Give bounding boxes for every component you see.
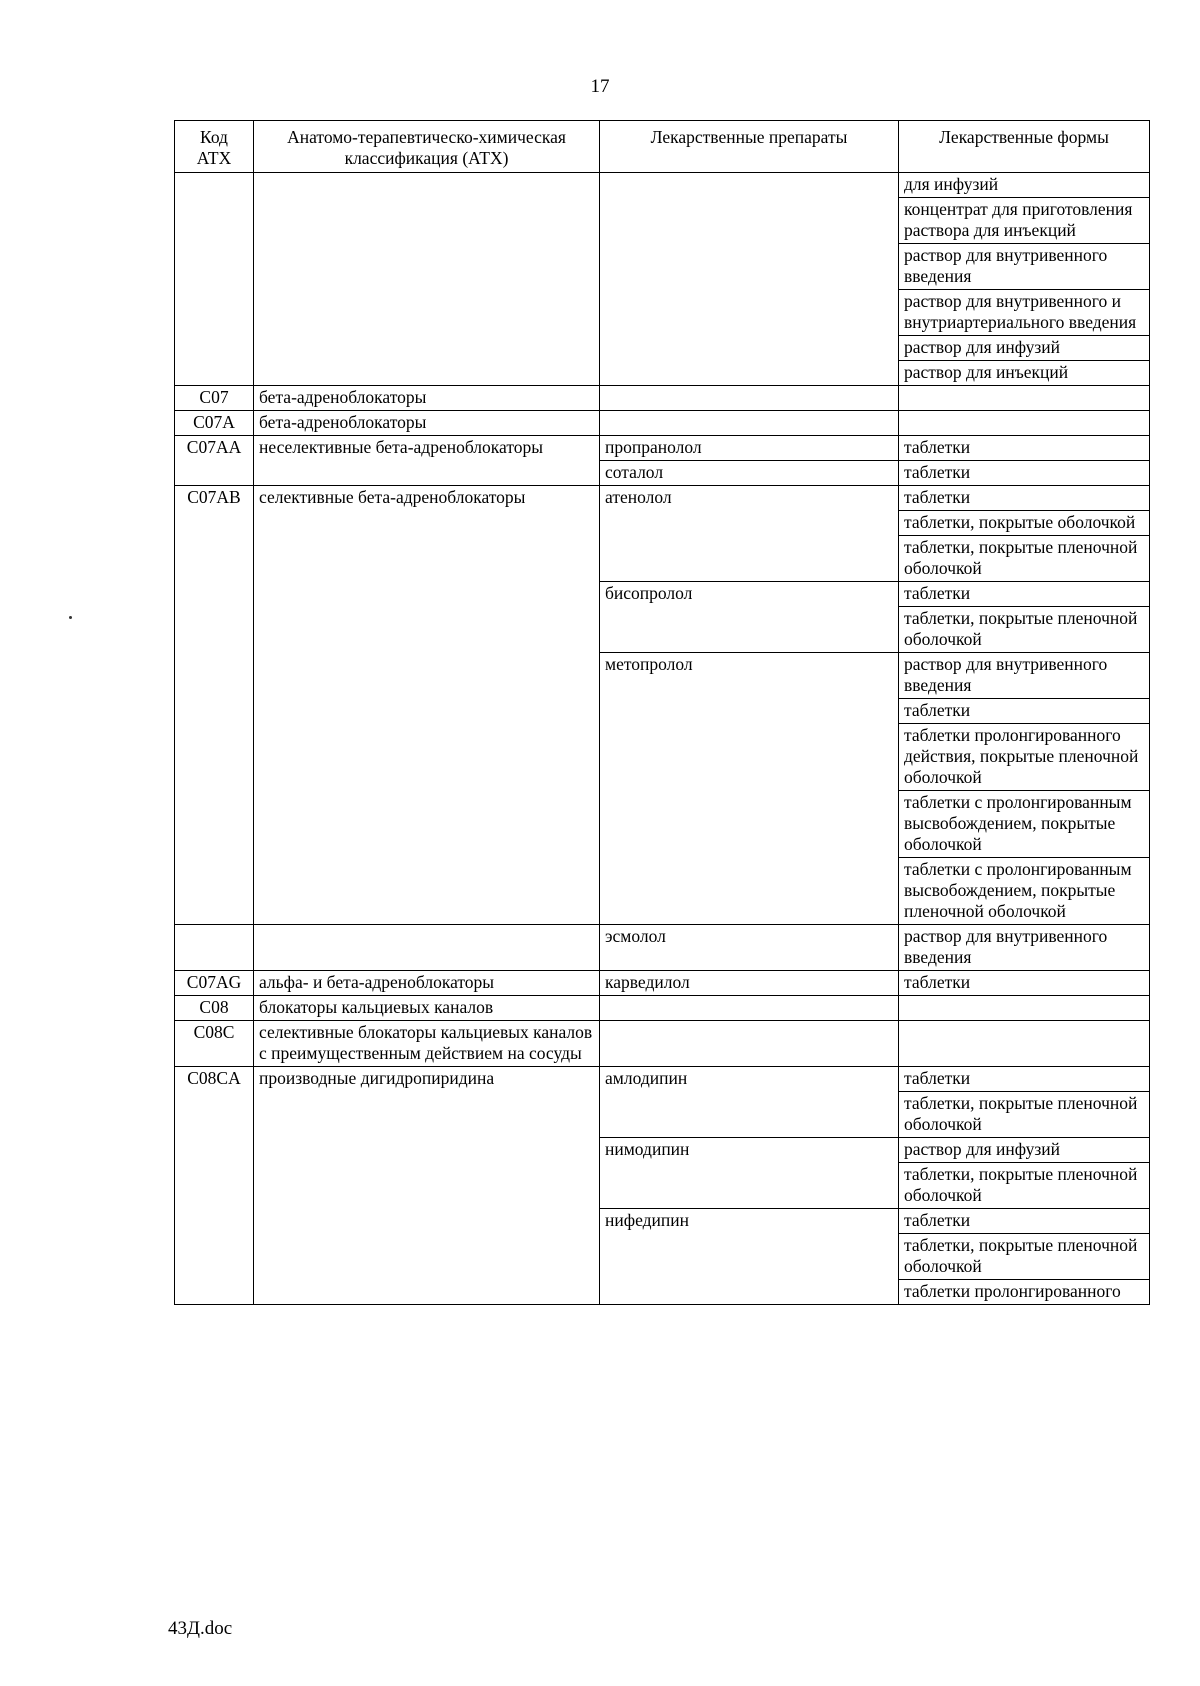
drug-cell: карведилол: [600, 971, 899, 996]
form-cell: таблетки, покрытые пленочной оболочкой: [899, 1092, 1150, 1138]
atc-cell: селективные блокаторы кальциевых каналов с преимущественным действием на сосуды: [254, 1021, 600, 1067]
form-cell: раствор для инфузий: [899, 336, 1150, 361]
form-cell: таблетки: [899, 971, 1150, 996]
form-cell: таблетки: [899, 1209, 1150, 1234]
header-atc-classification: Анатомо-терапевтическо-химическая классификация (АТХ): [254, 121, 600, 173]
atc-cell: альфа- и бета-адреноблокаторы: [254, 971, 600, 996]
form-cell: таблетки, покрытые пленочной оболочкой: [899, 607, 1150, 653]
drug-cell: атенолол: [600, 486, 899, 582]
drug-cell: [600, 386, 899, 411]
code-cell: C07AA: [175, 436, 254, 486]
code-cell: C07: [175, 386, 254, 411]
form-cell: раствор для внутривенного введения: [899, 653, 1150, 699]
footer-filename: 43Д.doc: [168, 1618, 233, 1639]
form-cell: раствор для инъекций: [899, 361, 1150, 386]
table-row: [175, 173, 1150, 198]
atc-drug-table: [174, 120, 1150, 1305]
code-cell: C07AB: [175, 486, 254, 925]
form-cell: таблетки, покрытые пленочной оболочкой: [899, 536, 1150, 582]
drug-cell: [600, 996, 899, 1021]
form-cell: раствор для внутривенного и внутриартериального введения: [899, 290, 1150, 336]
table-row: [175, 486, 1150, 511]
code-cell: C07AG: [175, 971, 254, 996]
form-cell: таблетки: [899, 486, 1150, 511]
table-row: [175, 971, 1150, 996]
code-cell: C08CA: [175, 1067, 254, 1305]
form-cell: таблетки: [899, 461, 1150, 486]
table-row: [175, 925, 1150, 971]
table-row: [175, 1067, 1150, 1092]
code-cell: C07A: [175, 411, 254, 436]
form-cell: [899, 996, 1150, 1021]
code-cell: C08C: [175, 1021, 254, 1067]
form-cell: таблетки, покрытые пленочной оболочкой: [899, 1234, 1150, 1280]
drug-cell: нифедипин: [600, 1209, 899, 1305]
form-cell: для инфузий: [899, 173, 1150, 198]
form-cell: раствор для внутривенного введения: [899, 925, 1150, 971]
drug-cell: [600, 173, 899, 386]
atc-cell: бета-адреноблокаторы: [254, 411, 600, 436]
drug-cell: бисопролол: [600, 582, 899, 653]
form-cell: таблетки, покрытые пленочной оболочкой: [899, 1163, 1150, 1209]
drug-cell: [600, 411, 899, 436]
table-header-row: [175, 121, 1150, 173]
form-cell: таблетки: [899, 582, 1150, 607]
code-cell: [175, 173, 254, 386]
table-row: [175, 411, 1150, 436]
page-number: 17: [590, 76, 610, 97]
header-forms: Лекарственные формы: [899, 121, 1150, 173]
form-cell: таблетки пролонгированного: [899, 1280, 1150, 1305]
header-drugs: Лекарственные препараты: [600, 121, 899, 173]
atc-cell: [254, 925, 600, 971]
table-row: [175, 436, 1150, 461]
table-row: [175, 996, 1150, 1021]
drug-cell: метопролол: [600, 653, 899, 925]
atc-cell: производные дигидропиридина: [254, 1067, 600, 1305]
form-cell: таблетки с пролонгированным высвобождением, покрытые пленочной оболочкой: [899, 858, 1150, 925]
form-cell: раствор для инфузий: [899, 1138, 1150, 1163]
code-cell: C08: [175, 996, 254, 1021]
form-cell: таблетки: [899, 699, 1150, 724]
form-cell: концентрат для приготовления раствора для инъекций: [899, 198, 1150, 244]
code-cell: [175, 925, 254, 971]
form-cell: таблетки, покрытые оболочкой: [899, 511, 1150, 536]
form-cell: [899, 411, 1150, 436]
form-cell: [899, 1021, 1150, 1067]
header-code: Код АТХ: [175, 121, 254, 173]
stray-mark: [69, 616, 72, 619]
drug-cell: эсмолол: [600, 925, 899, 971]
drug-cell: амлодипин: [600, 1067, 899, 1138]
form-cell: таблетки с пролонгированным высвобождением, покрытые оболочкой: [899, 791, 1150, 858]
atc-cell: неселективные бета-адреноблокаторы: [254, 436, 600, 486]
table-row: [175, 386, 1150, 411]
drug-cell: соталол: [600, 461, 899, 486]
drug-cell: пропранолол: [600, 436, 899, 461]
form-cell: таблетки: [899, 436, 1150, 461]
form-cell: раствор для внутривенного введения: [899, 244, 1150, 290]
atc-cell: [254, 173, 600, 386]
drug-cell: нимодипин: [600, 1138, 899, 1209]
atc-cell: бета-адреноблокаторы: [254, 386, 600, 411]
atc-cell: блокаторы кальциевых каналов: [254, 996, 600, 1021]
drug-cell: [600, 1021, 899, 1067]
form-cell: таблетки пролонгированного действия, покрытые пленочной оболочкой: [899, 724, 1150, 791]
table-row: [175, 1021, 1150, 1067]
atc-cell: селективные бета-адреноблокаторы: [254, 486, 600, 925]
form-cell: таблетки: [899, 1067, 1150, 1092]
form-cell: [899, 386, 1150, 411]
